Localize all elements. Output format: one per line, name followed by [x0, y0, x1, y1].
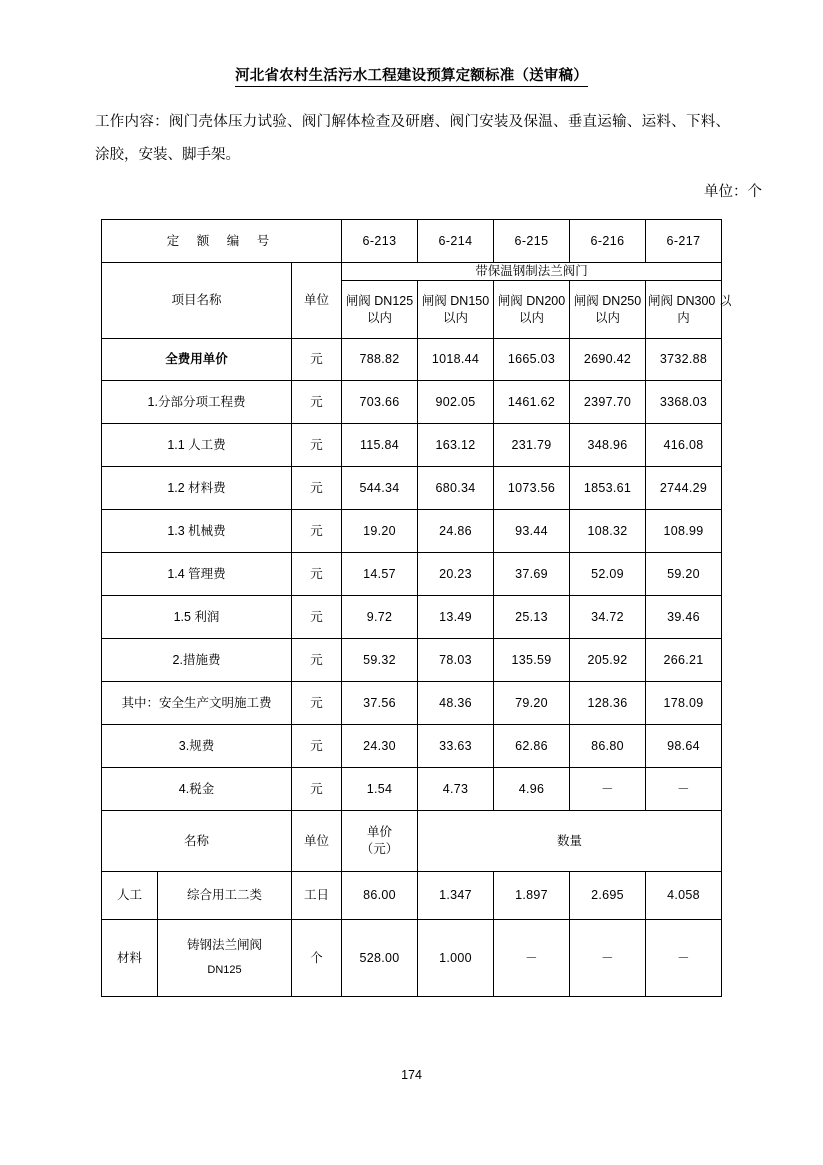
row-value-2: 4.96 [494, 768, 570, 811]
row-value-1: 163.12 [418, 424, 494, 467]
row-value-1: 902.05 [418, 381, 494, 424]
column-spec-1-suffix: 以内 [442, 310, 468, 325]
row-unit: 元 [292, 424, 342, 467]
resource-unit-header: 单位 [292, 811, 342, 872]
row-unit: 元 [292, 725, 342, 768]
row-value-4: 266.21 [646, 639, 722, 682]
row-value-3: 205.92 [570, 639, 646, 682]
row-value-3: 34.72 [570, 596, 646, 639]
table-row-code-header [102, 220, 722, 263]
row-value-3: － [570, 768, 646, 811]
row-unit: 元 [292, 381, 342, 424]
row-value-4: 2744.29 [646, 467, 722, 510]
resource-value-1: 1.897 [494, 872, 570, 920]
row-label: 4.税金 [102, 768, 292, 811]
resource-value-3: 4.058 [646, 872, 722, 920]
row-value-0: 544.34 [342, 467, 418, 510]
row-unit: 元 [292, 639, 342, 682]
table-row [102, 467, 722, 510]
page-title [0, 64, 823, 85]
table-row [102, 510, 722, 553]
row-label: 1.4 管理费 [102, 553, 292, 596]
resource-value-0: 1.000 [418, 920, 494, 997]
resource-name-header: 名称 [102, 811, 292, 872]
row-value-4: 39.46 [646, 596, 722, 639]
row-value-1: 680.34 [418, 467, 494, 510]
row-value-3: 52.09 [570, 553, 646, 596]
table-row [102, 768, 722, 811]
row-label: 全费用单价 [102, 339, 292, 381]
row-value-2: 25.13 [494, 596, 570, 639]
row-unit: 元 [292, 510, 342, 553]
item-name-header: 项目名称 [102, 263, 292, 339]
resource-unit: 个 [292, 920, 342, 997]
unit-note: 单位：个 [704, 184, 762, 200]
row-value-4: 59.20 [646, 553, 722, 596]
row-value-2: 135.59 [494, 639, 570, 682]
column-spec-1-name: 闸阀 DN150 [421, 293, 490, 308]
column-spec-3-suffix: 以内 [594, 310, 620, 325]
row-value-3: 86.80 [570, 725, 646, 768]
resource-category: 人工 [102, 872, 158, 920]
code-cell-1: 6-214 [418, 220, 494, 263]
quota-table [101, 219, 732, 997]
resource-quantity-header: 数量 [418, 811, 722, 872]
resource-price-header-top: 单价 [366, 825, 392, 839]
table-row [102, 424, 722, 467]
row-value-1: 48.36 [418, 682, 494, 725]
work-content-paragraph: 工作内容：阀门壳体压力试验、阀门解体检查及研磨、阀门安装及保温、垂直运输、运料、下料、涂胶，安装、脚手架。 [95, 114, 730, 163]
column-spec-0 [342, 281, 418, 339]
column-spec-3 [570, 281, 646, 339]
code-cell-0: 6-213 [342, 220, 418, 263]
row-value-2: 93.44 [494, 510, 570, 553]
table-row-resource [102, 872, 722, 920]
table-row [102, 339, 722, 381]
row-unit: 元 [292, 682, 342, 725]
resource-price-header [342, 811, 418, 872]
row-value-0: 1.54 [342, 768, 418, 811]
column-spec-4-name: 闸阀 DN300 以 [648, 293, 732, 308]
resource-name [158, 920, 292, 997]
resource-value-0: 1.347 [418, 872, 494, 920]
table-row-resource [102, 920, 722, 997]
row-unit: 元 [292, 467, 342, 510]
row-value-1: 20.23 [418, 553, 494, 596]
row-label: 其中：安全生产文明施工费 [102, 682, 292, 725]
row-value-4: 108.99 [646, 510, 722, 553]
code-cell-2: 6-215 [494, 220, 570, 263]
row-value-1: 78.03 [418, 639, 494, 682]
column-spec-3-name: 闸阀 DN250 [573, 293, 642, 308]
code-cell-4: 6-217 [646, 220, 722, 263]
row-value-0: 19.20 [342, 510, 418, 553]
row-label: 1.1 人工费 [102, 424, 292, 467]
row-label: 1.3 机械费 [102, 510, 292, 553]
row-value-2: 37.69 [494, 553, 570, 596]
row-value-1: 4.73 [418, 768, 494, 811]
row-label: 1.5 利润 [102, 596, 292, 639]
resource-name: 综合用工二类 [158, 872, 292, 920]
row-unit: 元 [292, 553, 342, 596]
row-value-3: 2397.70 [570, 381, 646, 424]
table-row [102, 596, 722, 639]
row-value-4: 178.09 [646, 682, 722, 725]
row-value-1: 1018.44 [418, 339, 494, 381]
row-value-0: 115.84 [342, 424, 418, 467]
row-label: 3.规费 [102, 725, 292, 768]
row-value-0: 24.30 [342, 725, 418, 768]
resource-value-3: － [646, 920, 722, 997]
resource-price: 528.00 [342, 920, 418, 997]
resource-name-line2: DN125 [207, 964, 242, 976]
group-header: 带保温钢制法兰阀门 [342, 263, 722, 281]
column-spec-2 [494, 281, 570, 339]
row-value-2: 79.20 [494, 682, 570, 725]
row-value-3: 2690.42 [570, 339, 646, 381]
row-value-4: 3368.03 [646, 381, 722, 424]
table-row [102, 553, 722, 596]
table-row [102, 682, 722, 725]
table-row [102, 639, 722, 682]
column-spec-2-name: 闸阀 DN200 [497, 293, 566, 308]
table-row-resource-header [102, 811, 722, 872]
column-spec-4-suffix: 内 [677, 310, 690, 325]
page-number: 174 [401, 1068, 422, 1082]
row-value-2: 1461.62 [494, 381, 570, 424]
row-label: 1.分部分项工程费 [102, 381, 292, 424]
unit-header: 单位 [292, 263, 342, 339]
row-value-0: 37.56 [342, 682, 418, 725]
column-spec-1 [418, 281, 494, 339]
row-value-4: 416.08 [646, 424, 722, 467]
table-row [102, 725, 722, 768]
row-value-2: 62.86 [494, 725, 570, 768]
row-value-4: 98.64 [646, 725, 722, 768]
row-value-3: 1853.61 [570, 467, 646, 510]
row-value-3: 348.96 [570, 424, 646, 467]
resource-value-2: 2.695 [570, 872, 646, 920]
column-spec-4 [646, 281, 732, 339]
resource-price: 86.00 [342, 872, 418, 920]
column-spec-2-suffix: 以内 [518, 310, 544, 325]
resource-value-2: － [570, 920, 646, 997]
row-value-1: 33.63 [418, 725, 494, 768]
page-title-text: 河北省农村生活污水工程建设预算定额标准（送审稿） [235, 68, 588, 87]
row-value-4: － [646, 768, 722, 811]
row-value-0: 59.32 [342, 639, 418, 682]
table-row [102, 381, 722, 424]
code-cell-3: 6-216 [570, 220, 646, 263]
row-value-2: 231.79 [494, 424, 570, 467]
row-value-0: 9.72 [342, 596, 418, 639]
table-row-group-header [102, 263, 722, 281]
row-value-0: 14.57 [342, 553, 418, 596]
row-unit: 元 [292, 768, 342, 811]
row-value-0: 703.66 [342, 381, 418, 424]
row-value-3: 108.32 [570, 510, 646, 553]
row-value-1: 13.49 [418, 596, 494, 639]
resource-value-1: － [494, 920, 570, 997]
row-value-0: 788.82 [342, 339, 418, 381]
row-unit: 元 [292, 339, 342, 381]
resource-name-line1: 铸钢法兰闸阀 [186, 938, 262, 952]
row-value-4: 3732.88 [646, 339, 722, 381]
column-spec-0-name: 闸阀 DN125 [345, 293, 414, 308]
row-label: 2.措施费 [102, 639, 292, 682]
quota-table-body [102, 220, 732, 997]
row-label: 1.2 材料费 [102, 467, 292, 510]
row-value-2: 1665.03 [494, 339, 570, 381]
row-value-3: 128.36 [570, 682, 646, 725]
row-unit: 元 [292, 596, 342, 639]
resource-unit: 工日 [292, 872, 342, 920]
resource-price-header-bottom: （元） [360, 842, 399, 856]
column-spec-0-suffix: 以内 [366, 310, 392, 325]
row-value-1: 24.86 [418, 510, 494, 553]
quota-table-wrapper [101, 219, 732, 997]
resource-category: 材料 [102, 920, 158, 997]
row-value-2: 1073.56 [494, 467, 570, 510]
code-header-label: 定 额 编 号 [102, 220, 342, 263]
